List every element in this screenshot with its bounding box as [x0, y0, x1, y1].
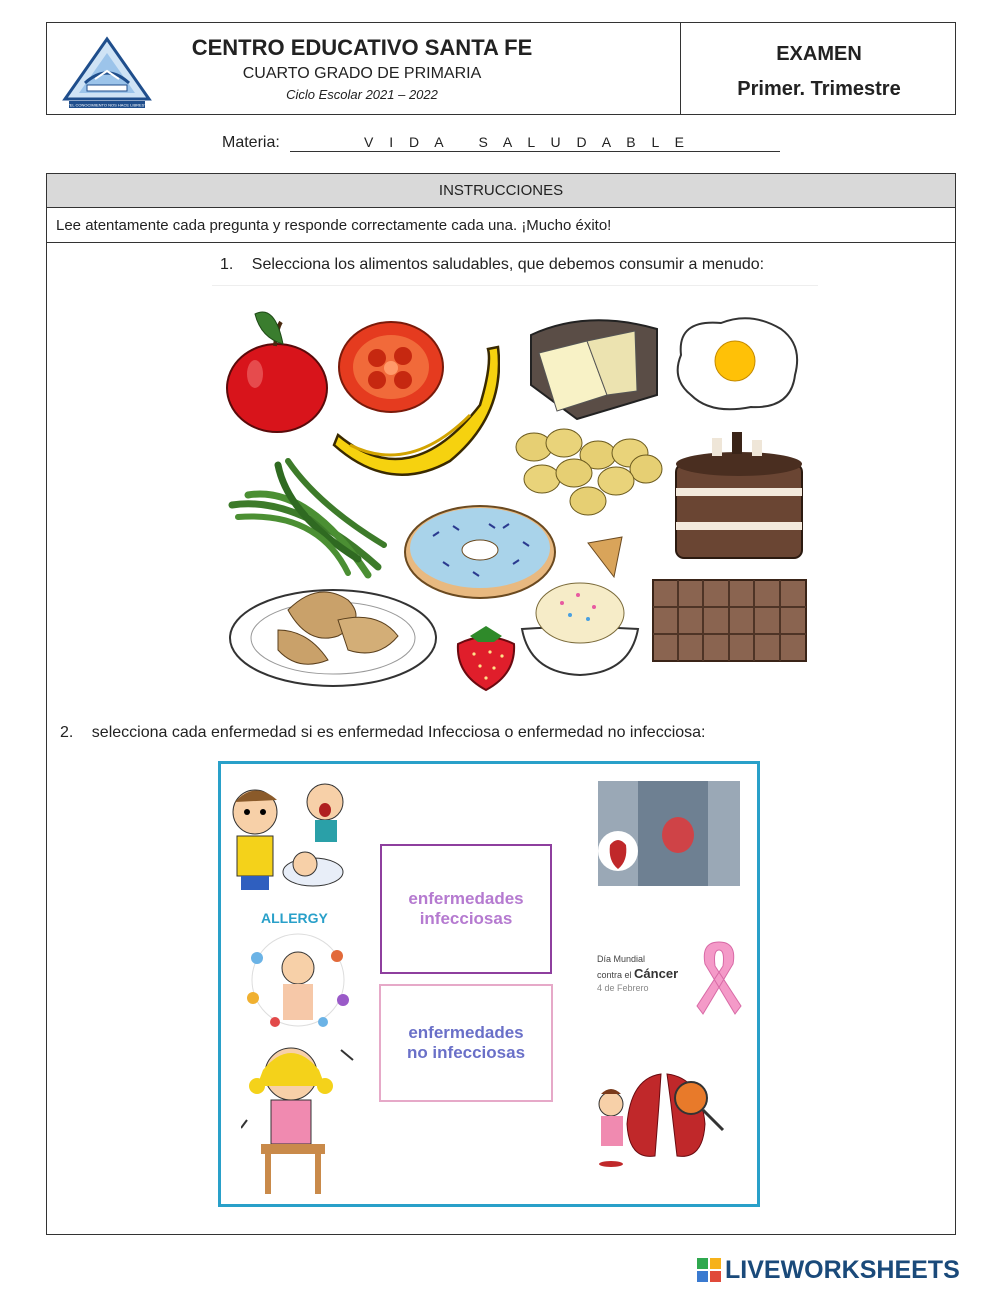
flu-kids-icon[interactable] — [225, 772, 353, 898]
cheese-icon[interactable] — [527, 315, 662, 420]
exam-block — [681, 23, 957, 116]
ice-cream-icon[interactable] — [518, 533, 643, 678]
school-block — [187, 35, 537, 102]
disease-sorting-panel — [218, 761, 760, 1207]
pink-ribbon-icon[interactable] — [695, 938, 743, 1018]
cancer-word: Cáncer — [634, 965, 679, 981]
question-2-number: 2. — [60, 724, 74, 741]
infectious-diseases-box[interactable] — [380, 844, 552, 974]
chocolate-bar-icon[interactable] — [651, 578, 808, 663]
chicken-icon[interactable] — [228, 580, 438, 690]
school-name: CENTRO EDUCATIVO SANTA FE — [191, 35, 533, 60]
question-1 — [220, 256, 764, 274]
chocolate-cake-icon[interactable] — [672, 428, 807, 563]
infectious-label-line2: infecciosas — [419, 909, 513, 928]
question-1-number: 1. — [220, 256, 234, 273]
green-beans-icon[interactable] — [228, 455, 388, 580]
instructions-heading: INSTRUCCIONES — [47, 174, 955, 208]
question-1-text: Selecciona los alimentos saludables, que debemos consumir a menudo: — [251, 256, 765, 273]
subject-label: Materia: — [222, 134, 280, 151]
question-2-text: selecciona cada enfermedad si es enfermedad Infecciosa o enfermedad no infecciosa: — [91, 724, 706, 741]
liveworksheets-logo-icon — [697, 1258, 721, 1282]
subject-value: V I D A S A L U D A B L E — [364, 134, 690, 150]
heart-attack-icon[interactable] — [598, 781, 740, 886]
allergy-label: ALLERGY — [261, 910, 328, 926]
term-label: Primer. Trimestre — [737, 78, 901, 100]
apple-icon[interactable] — [225, 308, 330, 433]
liveworksheets-brand — [697, 1255, 960, 1285]
school-logo — [57, 33, 157, 109]
grade-label: CUARTO GRADO DE PRIMARIA — [242, 65, 482, 82]
instructions-text: Lee atentamente cada pregunta y responde correctamente cada una. ¡Mucho éxito! — [47, 208, 955, 243]
infectious-label-line1: enfermedades — [408, 889, 524, 909]
exam-header — [46, 22, 956, 115]
cancer-date: 4 de Febrero — [597, 982, 649, 993]
brand-name: LIVEWORKSHEETS — [725, 1255, 960, 1284]
sick-girl-icon[interactable] — [241, 1040, 359, 1200]
fried-egg-icon[interactable] — [671, 315, 806, 415]
cancer-line2: contra el — [597, 969, 632, 980]
cancer-text — [597, 954, 678, 994]
subject-line — [222, 134, 782, 156]
noninfectious-diseases-box[interactable] — [379, 984, 553, 1102]
lung-disease-icon[interactable] — [591, 1064, 731, 1169]
subject-underline — [290, 151, 780, 152]
cycle-label: Ciclo Escolar 2021 – 2022 — [286, 87, 438, 102]
cancer-line1: Día Mundial — [597, 954, 646, 964]
logo-motto: "EL CONOCIMIENTO NOS HACE LIBRES" — [68, 102, 146, 108]
strawberry-icon[interactable] — [450, 620, 522, 692]
noninfectious-label-line2: no infecciosas — [406, 1043, 526, 1062]
noninfectious-label-line1: enfermedades — [408, 1023, 524, 1043]
exam-title: EXAMEN — [776, 43, 862, 65]
question-2 — [60, 724, 706, 742]
allergy-icon[interactable] — [239, 928, 357, 1032]
question-1-separator — [212, 285, 818, 286]
